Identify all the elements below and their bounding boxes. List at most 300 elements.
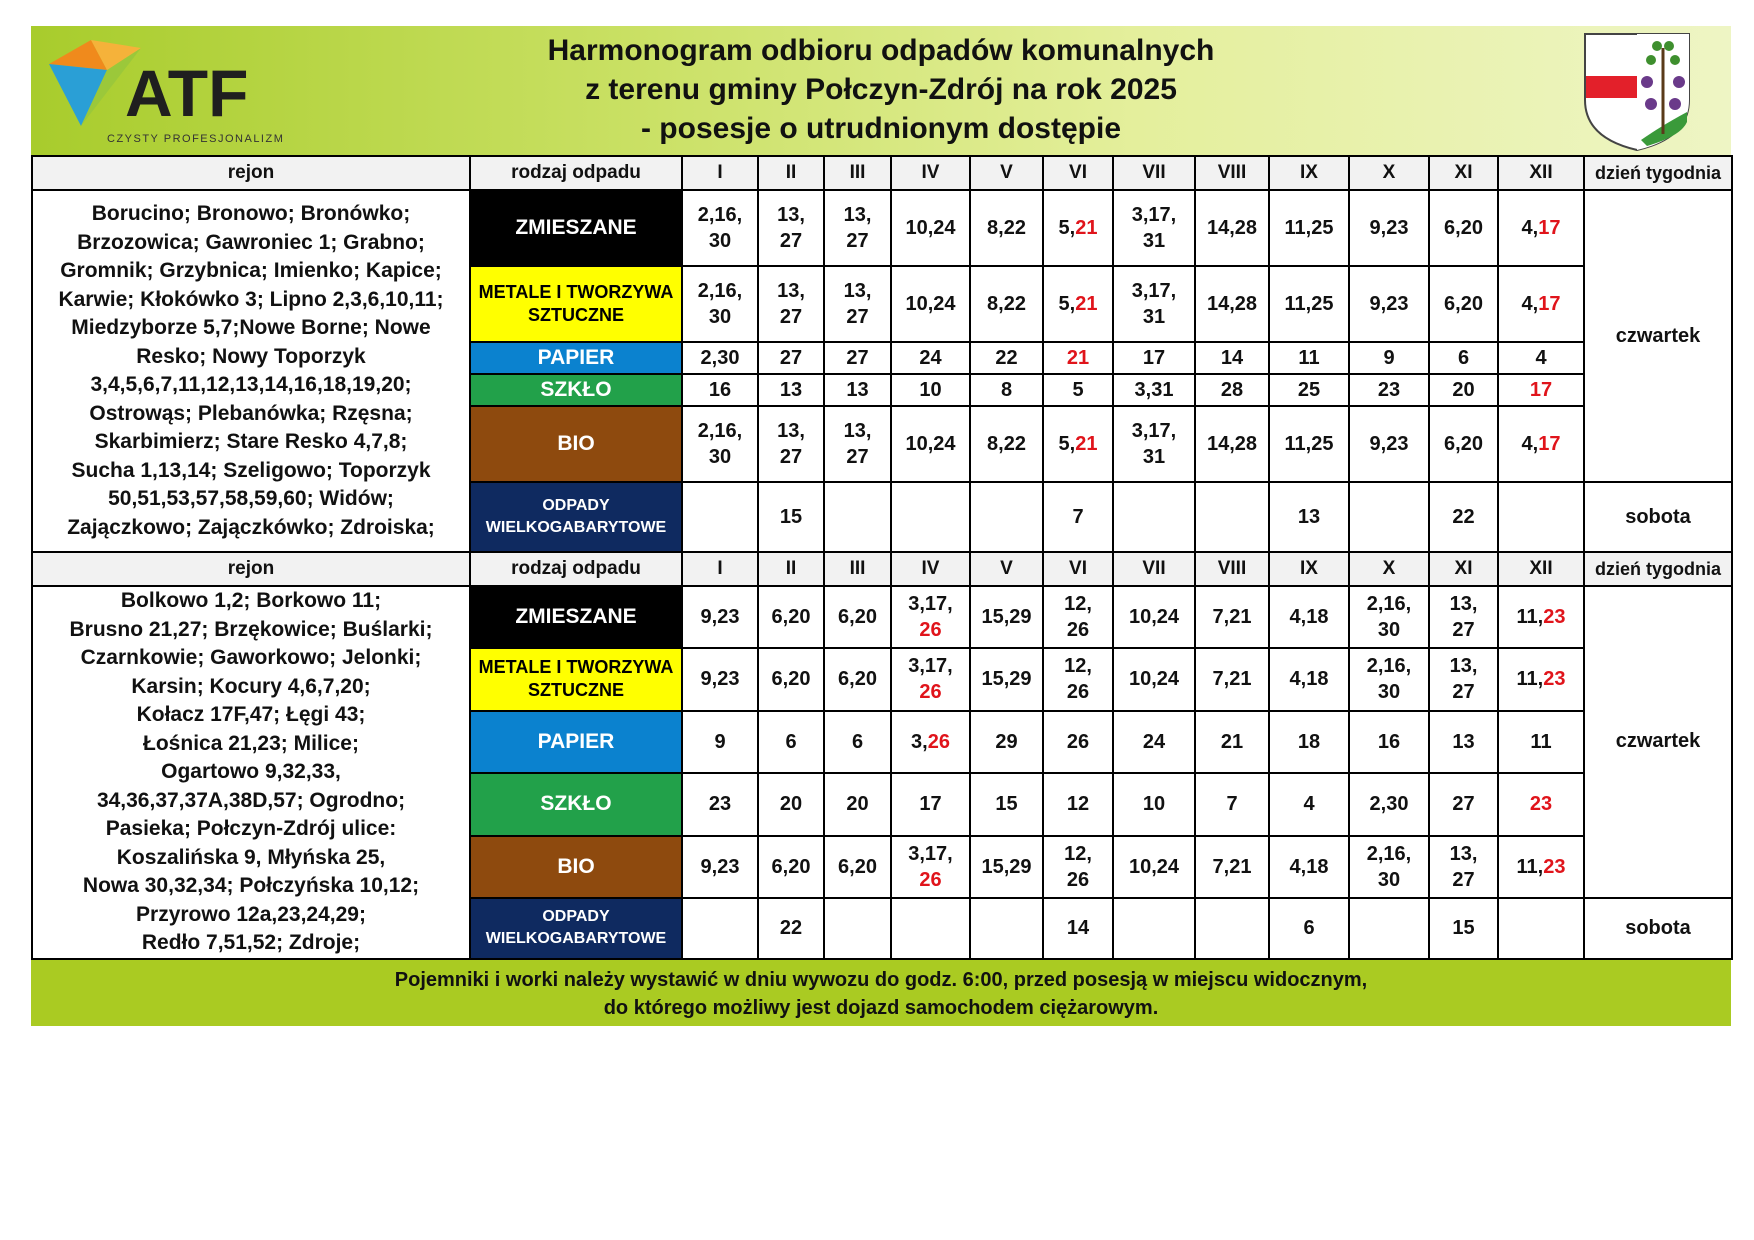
date-line	[1270, 604, 1348, 630]
pickup-dates	[1269, 898, 1349, 959]
date-line	[1430, 841, 1497, 867]
waste-type-mixed: ZMIESZANE	[470, 190, 682, 266]
date-value: 11,25	[1284, 293, 1334, 315]
date-line	[1430, 504, 1497, 530]
holiday-date: 26	[919, 868, 942, 891]
date-line	[1114, 377, 1194, 403]
date-line	[1270, 729, 1348, 755]
date-line	[759, 604, 823, 630]
pickup-dates	[1429, 648, 1498, 711]
pickup-dates	[1043, 836, 1113, 898]
date-line	[759, 729, 823, 755]
date-line	[1350, 679, 1428, 705]
weekday-main: czwartek	[1584, 190, 1732, 482]
date-value: 15	[1452, 917, 1475, 940]
pickup-dates	[1195, 836, 1269, 898]
pickup-dates	[1113, 190, 1195, 266]
pickup-dates	[970, 586, 1043, 648]
date-value: 9,23	[1369, 433, 1409, 455]
pickup-dates	[1349, 648, 1429, 711]
date-value: 16	[708, 379, 732, 401]
schedule-sheet	[31, 26, 1731, 1026]
date-value: 8	[1000, 379, 1013, 401]
date-value: 13	[846, 379, 869, 401]
date-line	[1350, 653, 1428, 679]
pickup-dates	[1498, 773, 1584, 836]
col-header-region: rejon	[32, 552, 470, 586]
date-line	[825, 604, 890, 630]
pickup-dates	[1429, 586, 1498, 648]
date-value: 7	[1226, 793, 1238, 816]
pickup-dates	[1429, 773, 1498, 836]
pickup-dates	[1429, 374, 1498, 406]
pickup-dates	[1043, 266, 1113, 342]
pickup-dates	[824, 266, 891, 342]
date-line	[1499, 791, 1583, 817]
date-line	[759, 228, 823, 254]
pickup-dates	[758, 342, 824, 374]
col-header-region: rejon	[32, 156, 470, 190]
date-line	[1350, 791, 1428, 817]
pickup-dates	[758, 374, 824, 406]
date-line	[1499, 431, 1583, 457]
pickup-dates	[1498, 648, 1584, 711]
date-line	[971, 854, 1042, 880]
schedule-table	[31, 155, 1733, 960]
date-line	[825, 791, 890, 817]
weekday-bulky: sobota	[1584, 482, 1732, 552]
date-value: 15	[779, 506, 803, 528]
atf-logo	[45, 34, 305, 152]
date-line	[825, 444, 890, 470]
pickup-dates	[1498, 586, 1584, 648]
date-value: 4,	[1521, 433, 1539, 455]
pickup-dates	[1113, 266, 1195, 342]
pickup-dates	[891, 190, 970, 266]
weekday-bulky: sobota	[1584, 898, 1732, 959]
date-value: 27	[846, 306, 869, 328]
date-value: 2,16,	[697, 280, 743, 302]
date-line	[1430, 591, 1497, 617]
pickup-dates	[891, 773, 970, 836]
pickup-dates	[1349, 586, 1429, 648]
date-value: 9,23	[700, 855, 740, 878]
col-header-weekday: dzień tygodnia	[1584, 552, 1732, 586]
holiday-date: 26	[919, 618, 942, 641]
date-value: 27	[779, 230, 803, 252]
date-value: 10	[1142, 793, 1166, 816]
date-line	[1499, 604, 1583, 630]
date-line	[1114, 604, 1194, 630]
pickup-dates	[891, 342, 970, 374]
date-value: 6,20	[1444, 293, 1483, 315]
col-header-month: III	[824, 156, 891, 190]
date-line	[683, 377, 757, 403]
date-line	[759, 377, 823, 403]
title-line-3: - posesje o utrudnionym dostępie	[640, 112, 1122, 145]
date-value: 3,17,	[1131, 420, 1177, 442]
waste-type-bulky: ODPADY WIELKOGABARYTOWE	[470, 898, 682, 959]
header-row	[32, 156, 1732, 190]
date-line	[1196, 604, 1268, 630]
pickup-dates	[970, 711, 1043, 773]
date-line	[1270, 915, 1348, 941]
date-value: 17	[919, 793, 942, 816]
date-value: 27	[846, 347, 869, 369]
date-line	[1270, 215, 1348, 241]
title-line-2: z terenu gminy Połczyn-Zdrój na rok 2025	[585, 73, 1177, 106]
pickup-dates	[1113, 648, 1195, 711]
date-value: 3,17,	[908, 592, 953, 615]
pickup-dates	[1113, 898, 1195, 959]
pickup-dates	[1498, 342, 1584, 374]
col-header-month: II	[758, 156, 824, 190]
date-value: 9,23	[700, 668, 740, 691]
date-value: 29	[995, 730, 1018, 753]
pickup-dates	[758, 190, 824, 266]
date-value: 27	[1452, 868, 1475, 891]
pickup-dates	[682, 711, 758, 773]
pickup-dates	[891, 374, 970, 406]
pickup-dates	[1043, 586, 1113, 648]
date-line	[1270, 291, 1348, 317]
pickup-dates	[1113, 836, 1195, 898]
date-value: 6,20	[838, 605, 877, 628]
date-value: 23	[1377, 379, 1401, 401]
date-line	[825, 377, 890, 403]
date-value: 20	[779, 793, 803, 816]
pickup-dates	[758, 266, 824, 342]
pickup-dates	[1429, 342, 1498, 374]
date-line	[759, 915, 823, 941]
pickup-dates	[970, 773, 1043, 836]
date-line	[892, 617, 969, 643]
date-value: 27	[1452, 618, 1475, 641]
pickup-dates	[758, 898, 824, 959]
date-line	[683, 666, 757, 692]
pickup-dates	[682, 266, 758, 342]
date-line	[759, 345, 823, 371]
holiday-date: 23	[1529, 793, 1553, 816]
date-line	[825, 278, 890, 304]
region-list: Borucino; Bronowo; Bronówko; Brzozowica; Gawroniec 1; Grabno; Gromnik; Grzybnica; Imienko; Kapice; Karwie; Kłokówko 3; Lipno 2,3,6,10,11; Miedzyborze 5,7;Nowe Borne; Nowe Resko; Nowy Toporzyk 3,4,5,6,7,11,12,13,14,16,18,19,20; Ostrowąs; Plebanówka; Rzęsna; Skarbimierz; Stare Resko 4,7,8; Sucha 1,13,14; Szeligowo; Toporzyk 50,51,53,57,58,59,60; Widów; Zajączkowo; Zajączkówko; Zdroiska;	[32, 190, 470, 552]
date-value: 13,	[1449, 655, 1478, 678]
date-line	[683, 854, 757, 880]
holiday-date: 26	[919, 681, 942, 704]
pickup-dates	[1195, 342, 1269, 374]
pickup-dates	[1349, 898, 1429, 959]
date-line	[892, 867, 969, 893]
date-line	[1350, 345, 1428, 371]
col-header-month: XII	[1498, 156, 1584, 190]
pickup-dates	[1043, 711, 1113, 773]
col-header-month: IV	[891, 156, 970, 190]
date-line	[825, 854, 890, 880]
date-line	[759, 444, 823, 470]
holiday-date: 17	[1529, 379, 1553, 401]
date-line	[683, 278, 757, 304]
date-value: 27	[846, 446, 869, 468]
date-value: 13,	[1449, 592, 1478, 615]
date-line	[759, 278, 823, 304]
pickup-dates	[682, 374, 758, 406]
col-header-month: VI	[1043, 552, 1113, 586]
pickup-dates	[970, 836, 1043, 898]
date-value: 3,17,	[1131, 204, 1177, 226]
pickup-dates	[824, 190, 891, 266]
date-line	[892, 653, 969, 679]
date-line	[1430, 653, 1497, 679]
date-line	[1044, 291, 1112, 317]
date-line	[1114, 729, 1194, 755]
date-line	[1499, 729, 1583, 755]
pickup-dates	[1195, 374, 1269, 406]
date-line	[971, 431, 1042, 457]
date-line	[1270, 377, 1348, 403]
date-value: 3,31	[1134, 379, 1174, 401]
date-line	[1430, 791, 1497, 817]
date-value: 22	[1452, 506, 1475, 528]
date-line	[1270, 791, 1348, 817]
pickup-dates	[1498, 711, 1584, 773]
date-value: 11,25	[1284, 217, 1334, 239]
pickup-dates	[1269, 836, 1349, 898]
date-value: 26	[1066, 730, 1090, 753]
date-value: 31	[1142, 306, 1166, 328]
date-value: 4,18	[1289, 855, 1329, 878]
title-line-1: Harmonogram odbioru odpadów komunalnych	[547, 34, 1215, 67]
date-line	[1044, 791, 1112, 817]
pickup-dates	[682, 836, 758, 898]
date-line	[892, 431, 969, 457]
date-value: 6,20	[771, 605, 811, 628]
pickup-dates	[1113, 342, 1195, 374]
pickup-dates	[1043, 374, 1113, 406]
date-value: 4,	[1521, 293, 1539, 315]
col-header-waste-type: rodzaj odpadu	[470, 156, 682, 190]
date-value: 6	[785, 730, 797, 753]
date-value: 4,	[1521, 217, 1539, 239]
weekday-main: czwartek	[1584, 586, 1732, 898]
pickup-dates	[682, 586, 758, 648]
date-value: 9,23	[1369, 217, 1409, 239]
date-line	[1114, 304, 1194, 330]
date-line	[1196, 666, 1268, 692]
col-header-month: V	[970, 552, 1043, 586]
pickup-dates	[758, 482, 824, 552]
col-header-month: I	[682, 156, 758, 190]
pickup-dates	[1349, 342, 1429, 374]
pickup-dates	[891, 482, 970, 552]
pickup-dates	[1043, 482, 1113, 552]
waste-type-glass: SZKŁO	[470, 374, 682, 406]
date-line	[1196, 291, 1268, 317]
date-value: 5,	[1058, 217, 1076, 239]
pickup-dates	[891, 266, 970, 342]
col-header-month: XI	[1429, 156, 1498, 190]
date-value: 13,	[777, 204, 805, 226]
pickup-dates	[1429, 190, 1498, 266]
date-value: 11,25	[1284, 433, 1334, 455]
date-line	[683, 729, 757, 755]
col-header-month: X	[1349, 552, 1429, 586]
date-value: 2,16,	[697, 204, 743, 226]
pickup-dates	[824, 482, 891, 552]
pickup-dates	[758, 836, 824, 898]
date-line	[825, 729, 890, 755]
date-value: 13,	[777, 280, 805, 302]
pickup-dates	[682, 648, 758, 711]
date-line	[1114, 444, 1194, 470]
date-line	[759, 791, 823, 817]
pickup-dates	[1429, 482, 1498, 552]
waste-type-glass: SZKŁO	[470, 773, 682, 836]
date-line	[1044, 345, 1112, 371]
date-line	[971, 215, 1042, 241]
date-line	[971, 791, 1042, 817]
waste-type-bio: BIO	[470, 406, 682, 482]
pickup-dates	[970, 482, 1043, 552]
pickup-dates	[1269, 773, 1349, 836]
pickup-dates	[1195, 711, 1269, 773]
date-line	[1044, 377, 1112, 403]
date-line	[1196, 345, 1268, 371]
date-value: 21	[1220, 730, 1244, 753]
pickup-dates	[1498, 482, 1584, 552]
date-line	[1270, 504, 1348, 530]
pickup-dates	[1043, 648, 1113, 711]
col-header-month: X	[1349, 156, 1429, 190]
date-value: 7,21	[1212, 668, 1252, 691]
date-line	[1350, 431, 1428, 457]
date-value: 27	[779, 347, 803, 369]
date-value: 10,24	[1128, 668, 1180, 691]
date-line	[759, 418, 823, 444]
pickup-dates	[1113, 374, 1195, 406]
date-value: 25	[1297, 379, 1321, 401]
date-line	[1270, 666, 1348, 692]
date-line	[1044, 841, 1112, 867]
pickup-dates	[682, 773, 758, 836]
pickup-dates	[682, 190, 758, 266]
date-line	[1270, 345, 1348, 371]
waste-type-paper: PAPIER	[470, 342, 682, 374]
date-value: 5,	[1058, 433, 1076, 455]
date-value: 11	[1530, 730, 1552, 753]
date-line	[683, 444, 757, 470]
date-line	[892, 841, 969, 867]
col-header-month: II	[758, 552, 824, 586]
region-list: Bolkowo 1,2; Borkowo 11; Brusno 21,27; Brzękowice; Buślarki; Czarnkowie; Gaworkowo; Jelonki; Karsin; Kocury 4,6,7,20; Kołacz 17F,47; Łęgi 43; Łośnica 21,23; Milice; Ogartowo 9,32,33, 34,36,37,37A,38D,57; Ogrodno; Pasieka; Połczyn-Zdrój ulice: Koszalińska 9, Młyńska 25, Nowa 30,32,34; Połczyńska 10,12; Przyrowo 12a,23,24,29; Redło 7,51,52; Zdroje;	[32, 586, 470, 959]
pickup-dates	[824, 374, 891, 406]
date-value: 9	[714, 730, 726, 753]
date-value: 13	[1452, 730, 1475, 753]
date-value: 2,16,	[697, 420, 743, 442]
date-value: 13	[779, 379, 803, 401]
pickup-dates	[824, 342, 891, 374]
date-line	[1430, 215, 1497, 241]
col-header-month: V	[970, 156, 1043, 190]
pickup-dates	[824, 586, 891, 648]
date-line	[1499, 666, 1583, 692]
date-value: 13,	[843, 420, 872, 442]
date-value: 2,16,	[1366, 842, 1412, 865]
date-line	[971, 666, 1042, 692]
date-value: 22	[995, 347, 1018, 369]
date-line	[1196, 377, 1268, 403]
col-header-month: III	[824, 552, 891, 586]
date-line	[683, 418, 757, 444]
date-value: 6,20	[771, 668, 811, 691]
date-value: 26	[1066, 681, 1090, 704]
date-line	[1196, 854, 1268, 880]
date-value: 13,	[843, 280, 872, 302]
date-line	[1430, 377, 1497, 403]
date-line	[1350, 867, 1428, 893]
date-value: 31	[1142, 230, 1166, 252]
municipal-crest-icon	[1581, 30, 1693, 152]
date-line	[825, 666, 890, 692]
date-line	[1044, 915, 1112, 941]
pickup-dates	[1269, 482, 1349, 552]
pickup-dates	[1195, 586, 1269, 648]
date-line	[971, 377, 1042, 403]
waste-type-bulky: ODPADY WIELKOGABARYTOWE	[470, 482, 682, 552]
pickup-dates	[1498, 836, 1584, 898]
pickup-dates	[1195, 773, 1269, 836]
date-value: 6,20	[838, 855, 877, 878]
date-line	[1430, 431, 1497, 457]
date-line	[1044, 729, 1112, 755]
pickup-dates	[1269, 406, 1349, 482]
pickup-dates	[1113, 773, 1195, 836]
date-line	[683, 202, 757, 228]
holiday-date: 23	[1543, 668, 1566, 691]
date-line	[1044, 653, 1112, 679]
date-line	[1196, 431, 1268, 457]
pickup-dates	[1349, 406, 1429, 482]
header-row	[32, 552, 1732, 586]
pickup-dates	[891, 711, 970, 773]
date-line	[1350, 377, 1428, 403]
date-line	[1430, 867, 1497, 893]
waste-type-metal-plastic: METALE I TWORZYWA SZTUCZNE	[470, 648, 682, 711]
date-line	[971, 729, 1042, 755]
date-line	[1044, 679, 1112, 705]
date-value: 5,	[1058, 293, 1076, 315]
pickup-dates	[1498, 406, 1584, 482]
holiday-date: 21	[1075, 217, 1098, 239]
date-line	[1114, 666, 1194, 692]
pickup-dates	[970, 374, 1043, 406]
date-line	[1114, 854, 1194, 880]
date-value: 8,22	[987, 433, 1026, 455]
date-value: 6,20	[838, 668, 877, 691]
holiday-date: 17	[1538, 293, 1561, 315]
date-line	[1430, 679, 1497, 705]
date-value: 12,	[1064, 592, 1092, 615]
date-line	[1044, 867, 1112, 893]
date-line	[1350, 591, 1428, 617]
pickup-dates	[891, 648, 970, 711]
date-value: 6	[851, 730, 864, 753]
col-header-month: VIII	[1195, 552, 1269, 586]
header-banner	[31, 26, 1731, 155]
date-value: 7,21	[1212, 605, 1252, 628]
col-header-month: VI	[1043, 156, 1113, 190]
date-value: 6	[1457, 347, 1470, 369]
col-header-weekday: dzień tygodnia	[1584, 156, 1732, 190]
